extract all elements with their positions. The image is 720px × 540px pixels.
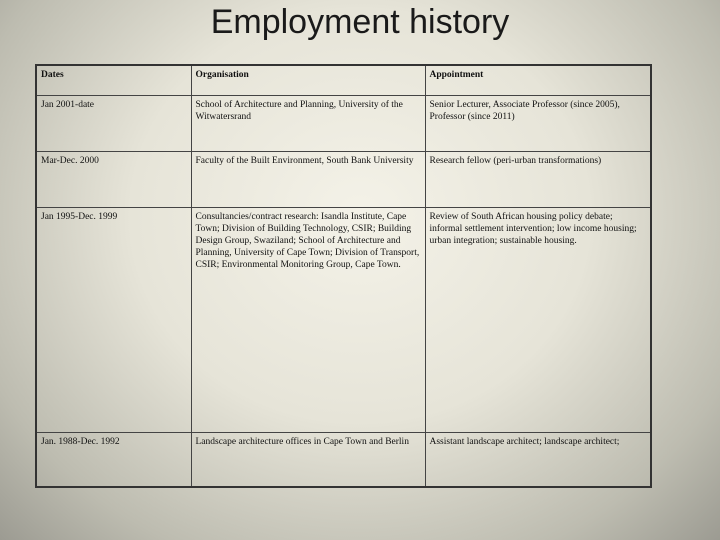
cell-appointment: Assistant landscape architect; landscape architect; xyxy=(425,432,651,487)
cell-organisation: Consultancies/contract research: Isandla Institute, Cape Town; Division of Building Technology, CSIR; Building Design Group, Swaziland; School of Architecture and Planning, University of Cape Town; Division of Transport, CSIR; Environmental Monitoring Group, Cape Town. xyxy=(191,207,425,432)
cell-dates: Jan 1995-Dec. 1999 xyxy=(36,207,191,432)
cell-dates: Mar-Dec. 2000 xyxy=(36,151,191,207)
table-row xyxy=(36,207,651,432)
cell-dates: Jan. 1988-Dec. 1992 xyxy=(36,432,191,487)
cell-organisation: Landscape architecture offices in Cape Town and Berlin xyxy=(191,432,425,487)
cell-appointment: Research fellow (peri-urban transformations) xyxy=(425,151,651,207)
table-row xyxy=(36,95,651,151)
cell-organisation: School of Architecture and Planning, University of the Witwatersrand xyxy=(191,95,425,151)
cell-dates: Jan 2001-date xyxy=(36,95,191,151)
table-row xyxy=(36,432,651,487)
cell-appointment: Review of South African housing policy debate; informal settlement intervention; low income housing; urban integration; sustainable housing. xyxy=(425,207,651,432)
table-row xyxy=(36,151,651,207)
header-dates: Dates xyxy=(36,65,191,95)
cell-organisation: Faculty of the Built Environment, South Bank University xyxy=(191,151,425,207)
slide-title: Employment history xyxy=(210,3,510,41)
cell-appointment: Senior Lecturer, Associate Professor (since 2005), Professor (since 2011) xyxy=(425,95,651,151)
employment-table xyxy=(35,64,652,488)
header-appointment: Appointment xyxy=(425,65,651,95)
table-header-row xyxy=(36,65,651,95)
header-organisation: Organisation xyxy=(191,65,425,95)
